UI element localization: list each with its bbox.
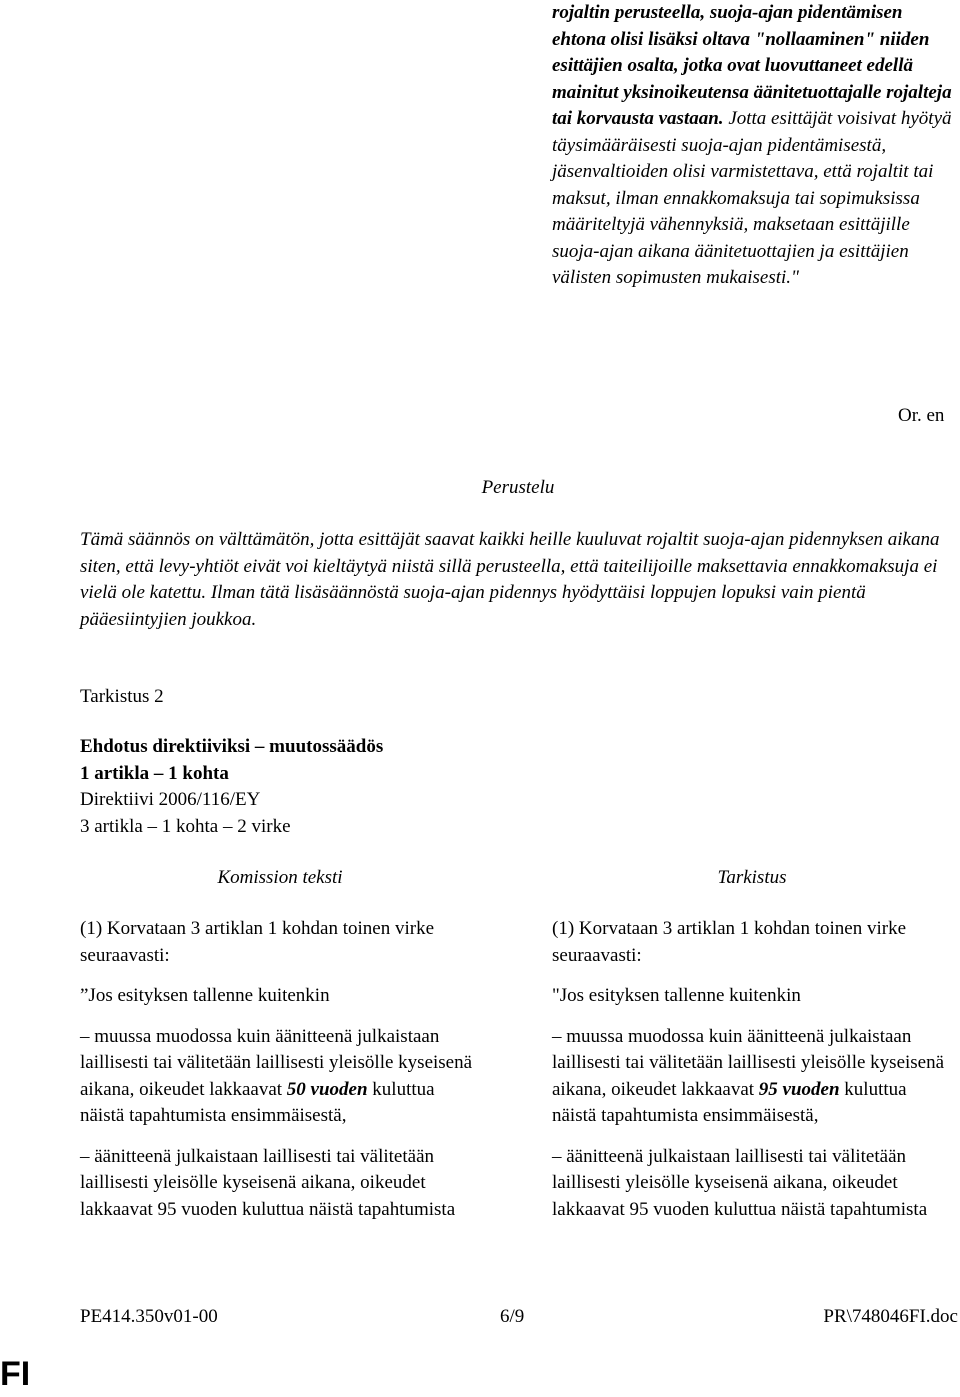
commission-text-p4: – äänitteenä julkaistaan laillisesti tai välitetään laillisesti yleisölle kyseisenä aikana, oikeudet lakkaavat 95 vuoden kuluttua näistä tapahtumista: [80, 1145, 456, 1220]
amendment-column-heading: Tarkistus: [717, 867, 787, 888]
justification-heading: Perustelu: [481, 477, 555, 498]
amendment-text-p3: [552, 1024, 952, 1130]
justification-text-part2: Ilman tätä lisäsäännöstä suoja-ajan pidennys hyödyttäisi loppujen lopuksi vain pientä pääesiintyjien joukkoa.: [80, 582, 866, 630]
footer-file-name: PR\748046FI.doc: [823, 1306, 958, 1327]
previous-amendment-text-part2: Jotta esittäjät voisivat hyötyä täysimääräisesti suoja-ajan pidentämisestä, jäsenvaltioiden olisi varmistettava, että rojaltit tai maksut, ilman ennakkomaksuja tai sopimuksissa määriteltyjä vähennyksiä, maksetaan esittäjille suoja-ajan aikana äänitetuottajien ja esittäjien välisten sopimusten mukaisesti.": [552, 108, 952, 288]
previous-amendment-text: [552, 0, 952, 292]
commission-text-p3-bold: 50 vuoden: [286, 1078, 368, 1100]
amendment-text-column: [552, 916, 952, 1237]
commission-text-p3-before: – muussa muodossa kuin äänitteenä julkaistaan laillisesti tai välitetään laillisesti yleisölle kyseisenä aikana, oikeudet lakkaavat: [80, 1025, 473, 1100]
amendment-reference-block: [80, 734, 383, 840]
footer-doc-number: PE414.350v01-00: [80, 1306, 218, 1327]
directive-article-reference: 3 artikla – 1 kohta – 2 virke: [80, 815, 291, 837]
amendment-text-p4: – äänitteenä julkaistaan laillisesti tai välitetään laillisesti yleisölle kyseisenä aikana, oikeudet lakkaavat 95 vuoden kuluttua näistä tapahtumista: [552, 1145, 928, 1220]
commission-text-p2: ”Jos esityksen tallenne kuitenkin: [80, 985, 330, 1006]
amendment-text-p3-bold: 95 vuoden: [758, 1078, 840, 1100]
footer-page-number: 6/9: [500, 1306, 525, 1327]
commission-text-p3: [80, 1024, 480, 1130]
amendment-text-p1: (1) Korvataan 3 artiklan 1 kohdan toinen virke seuraavasti:: [552, 918, 907, 966]
amendment-text-p2: "Jos esityksen tallenne kuitenkin: [552, 985, 801, 1006]
proposal-title: Ehdotus direktiiviksi – muutossäädös: [80, 736, 384, 757]
language-code: FI: [0, 1355, 31, 1393]
amendment-label: Tarkistus 2: [80, 686, 164, 707]
article-reference: 1 artikla – 1 kohta: [80, 762, 229, 784]
directive-reference: Direktiivi 2006/116/EY: [80, 789, 261, 810]
commission-text-column: [80, 916, 480, 1237]
amendment-text-p3-after: kuluttua näistä tapahtumista ensimmäisestä,: [552, 1078, 907, 1126]
justification-text-part1: Tämä säännös on välttämätön, jotta esittäjät saavat kaikki heille kuuluvat rojaltit suoja-ajan pidennyksen aikana siten, että levy-yhtiöt eivät voi kieltäytyä niistä sillä perusteella, että taiteilijoille maksettavia ennakkomaksuja ei vielä ole katettu.: [80, 529, 940, 603]
commission-text-p3-after: kuluttua näistä tapahtumista ensimmäisestä,: [80, 1078, 435, 1126]
commission-text-p1: (1) Korvataan 3 artiklan 1 kohdan toinen virke seuraavasti:: [80, 918, 435, 966]
previous-amendment-text-part1: rojaltin perusteella, suoja-ajan pidentämisen ehtona olisi lisäksi oltava "nollaaminen" niiden esittäjien osalta, jotka ovat luovuttaneet edellä mainitut yksinoikeutensa äänitetuottajalle rojalteja tai korvausta vastaan.: [552, 2, 952, 129]
commission-text-heading: Komission teksti: [217, 867, 343, 888]
justification-text: [80, 527, 950, 633]
original-language-note: Or. en: [898, 405, 945, 426]
amendment-text-p3-before: – muussa muodossa kuin äänitteenä julkaistaan laillisesti tai välitetään laillisesti yleisölle kyseisenä aikana, oikeudet lakkaavat: [552, 1025, 945, 1100]
